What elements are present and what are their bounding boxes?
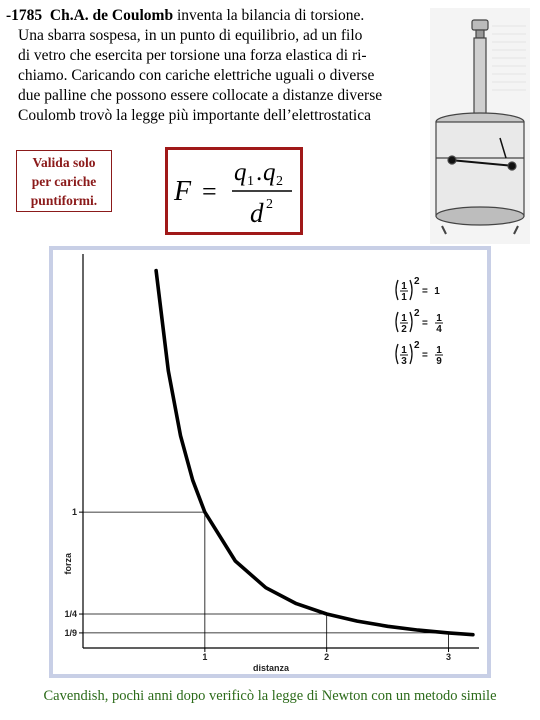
curve-point-10: [357, 621, 358, 622]
intro-line-4: chiamo. Caricando con cariche elettriche uguali o diverse: [18, 67, 375, 84]
formula-sub1: 1: [247, 174, 254, 189]
apparatus-ball-right: [508, 162, 516, 170]
legend-eq-1: =: [422, 286, 428, 297]
validity-note: [16, 150, 112, 212]
validity-note-line-2: per cariche: [31, 174, 97, 189]
formula-exponent: 2: [266, 197, 273, 212]
curve-point-12: [418, 630, 419, 631]
curve-point-5: [204, 512, 205, 513]
legend-paren-right-3: [410, 344, 412, 364]
apparatus-ball-left: [448, 156, 456, 164]
legend-exp-3: 2: [414, 340, 420, 351]
legend-paren-left-2: [396, 312, 398, 332]
intro-line-6: Coulomb trovò la legge più importante dell’elettrostatica: [18, 107, 371, 124]
legend-eq-2: =: [422, 318, 428, 329]
curve-point-9: [326, 614, 327, 615]
x-tick-label-1: 1: [202, 652, 208, 662]
chart-svg: [53, 250, 487, 674]
validity-note-line-1: Valida solo: [32, 155, 96, 170]
apparatus-tube: [474, 38, 486, 120]
legend-item-1: [396, 276, 440, 303]
intro-text: [6, 6, 436, 126]
legend-den-3: 3: [401, 356, 407, 367]
y-axis-label: forza: [63, 553, 73, 575]
apparatus-collar: [476, 30, 484, 38]
legend-res-num-1: 1: [434, 286, 440, 297]
coulomb-formula: [165, 147, 303, 235]
curve-point-8: [296, 603, 297, 604]
curve-point-2: [168, 370, 169, 371]
curve-point-7: [265, 587, 266, 588]
legend-num-3: 1: [401, 345, 407, 356]
formula-q1: q: [234, 159, 247, 186]
apparatus-base: [436, 207, 524, 225]
legend-exp-1: 2: [414, 276, 420, 287]
intro-line-3: di vetro che esercita per torsione una forza elastica di ri-: [18, 47, 367, 64]
legend-paren-left-1: [396, 280, 398, 300]
formula-q2: q: [263, 159, 276, 186]
y-tick-label-1: 1: [71, 507, 77, 518]
x-tick-label-2: 2: [324, 652, 330, 662]
apparatus-knob: [472, 20, 488, 30]
legend-den-1: 1: [401, 292, 407, 303]
intro-year: -1785: [6, 7, 43, 24]
intro-line-1-rest: inventa la bilancia di torsione.: [176, 7, 365, 24]
intro-line-1: [6, 6, 436, 26]
curve-point-14: [473, 634, 474, 635]
formula-d: d: [250, 198, 264, 228]
curve-point-11: [387, 626, 388, 627]
legend-eq-3: =: [422, 350, 428, 361]
intro-line-2: Una sbarra sospesa, in un punto di equilibrio, ad un filo: [18, 27, 363, 44]
y-tick-label-2: 1/4: [64, 609, 77, 620]
legend-paren-right-2: [410, 312, 412, 332]
axis-ticks: [64, 507, 451, 662]
legend-num-2: 1: [401, 313, 407, 324]
force-distance-chart: [49, 246, 491, 678]
legend-item-3: [396, 340, 443, 367]
formula-sub2: 2: [276, 174, 283, 189]
formula-equals: =: [202, 177, 217, 206]
x-tick-label-3: 3: [446, 652, 452, 662]
curve-point-1: [156, 270, 157, 271]
curve-point-4: [192, 480, 193, 481]
intro-author: Ch.A. de Coulomb: [49, 7, 174, 24]
legend-item-2: [396, 308, 443, 335]
formula-svg: [168, 150, 300, 232]
formula-dot: .: [256, 159, 263, 186]
torsion-balance-icon: [430, 8, 530, 244]
curve-point-13: [448, 633, 449, 634]
footer-note: Cavendish, pochi anni dopo verificò la legge di Newton con un metodo simile: [43, 688, 497, 704]
legend-den-2: 2: [401, 324, 407, 335]
curve-point-6: [235, 561, 236, 562]
legend-paren-left-3: [396, 344, 398, 364]
legend-res-num-3: 1: [436, 345, 442, 356]
legend-paren-right-1: [410, 280, 412, 300]
curve-point-3: [180, 435, 181, 436]
legend-exp-2: 2: [414, 308, 420, 319]
legend-res-den-2: 4: [436, 324, 442, 335]
formula-lhs: F: [174, 176, 192, 207]
x-axis-label: distanza: [252, 663, 290, 673]
validity-note-line-3: puntiformi.: [30, 193, 98, 208]
legend-res-den-3: 9: [436, 356, 442, 367]
intro-line-5: due palline che possono essere collocate a distanze diverse: [18, 87, 383, 104]
chart-axes: [83, 254, 479, 648]
legend-res-num-2: 1: [436, 313, 442, 324]
y-tick-label-3: 1/9: [64, 627, 77, 638]
chart-legend: [396, 276, 443, 367]
legend-num-1: 1: [401, 281, 407, 292]
